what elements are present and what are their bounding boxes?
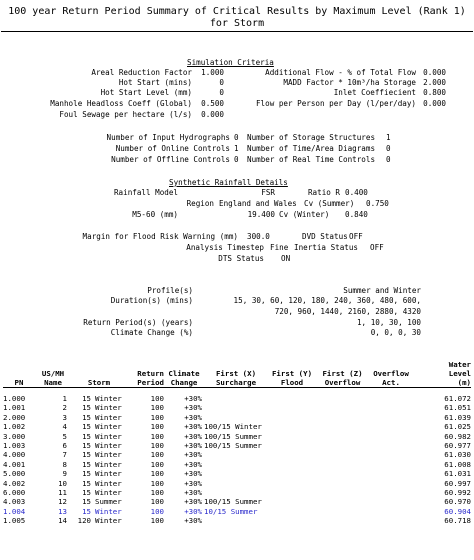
count-value: 0 <box>386 155 391 164</box>
row-storm-duration: 15 <box>82 469 91 479</box>
row-climate-change: +30% <box>184 422 202 432</box>
row-climate-change: +30% <box>184 488 202 498</box>
row-water-level: 61.072 <box>444 394 471 403</box>
row-first-overflow <box>316 441 369 450</box>
row-first-surcharge <box>204 413 268 422</box>
row-climate-change: +30% <box>184 469 202 479</box>
col-usmh-1: US/MH <box>41 369 65 378</box>
table-row <box>3 488 471 497</box>
row-first-surcharge <box>204 479 268 488</box>
rainfall-model-label: Rainfall Model <box>113 188 178 197</box>
return-period-value: 1, 10, 30, 100 <box>356 318 421 327</box>
row-first-surcharge: 100/15 Summer <box>204 431 262 441</box>
col-overflow-2: Overflow <box>324 378 361 387</box>
duration-label: Duration(s) (mins) <box>110 296 193 305</box>
count-value: 0 <box>234 155 239 164</box>
table-row <box>3 507 471 516</box>
dts-value: ON <box>281 254 291 263</box>
count-label: Number of Real Time Controls <box>247 155 376 164</box>
row-first-surcharge <box>204 450 268 459</box>
row-overflow-act <box>369 450 413 459</box>
profile-label: Profile(s) <box>147 286 193 295</box>
row-water-level: 60.992 <box>444 488 471 498</box>
row-return-period: 100 <box>150 516 164 526</box>
row-usmh: 6 <box>62 441 67 451</box>
row-usmh: 8 <box>62 459 67 469</box>
row-storm-season: Winter <box>95 441 122 451</box>
row-first-flood <box>268 460 316 469</box>
row-usmh: 4 <box>62 422 67 432</box>
row-climate-change: +30% <box>184 459 202 469</box>
sim-label: Hot Start (mins) <box>118 78 192 87</box>
table-row <box>3 460 471 469</box>
row-first-flood <box>268 497 316 506</box>
row-return-period: 100 <box>150 412 164 422</box>
title-divider <box>1 31 473 32</box>
row-return-period: 100 <box>150 403 164 413</box>
row-storm-duration: 120 <box>77 516 91 526</box>
row-pn: 1.002 <box>3 422 26 432</box>
row-first-overflow <box>316 413 369 422</box>
row-overflow-act <box>369 507 413 516</box>
row-first-overflow <box>316 403 369 412</box>
results-table <box>3 360 471 526</box>
table-row <box>3 516 471 525</box>
row-storm <box>71 413 127 422</box>
inertia-label: Inertia Status <box>294 243 359 252</box>
row-return-period: 100 <box>150 506 164 516</box>
row-first-overflow <box>316 479 369 488</box>
col-climate-1: Climate <box>168 369 200 378</box>
sim-value: 0 <box>219 88 224 97</box>
row-first-flood <box>268 450 316 459</box>
col-return-1: Return <box>137 369 164 378</box>
region-label: Region <box>186 199 214 208</box>
row-overflow-act <box>369 432 413 441</box>
count-value: 0 <box>234 133 239 142</box>
row-storm <box>71 488 127 497</box>
sim-label: Flow per Person per Day (l/per/day) <box>255 99 416 108</box>
row-storm <box>71 469 127 478</box>
row-water-level: 60.970 <box>444 497 471 507</box>
row-first-surcharge: 100/15 Summer <box>204 441 262 451</box>
sim-value: 0.000 <box>423 99 446 108</box>
row-overflow-act <box>369 460 413 469</box>
row-storm-season: Winter <box>95 422 122 432</box>
row-storm-duration: 15 <box>82 394 91 403</box>
row-first-overflow <box>316 488 369 497</box>
row-storm-duration: 15 <box>82 497 91 507</box>
row-first-overflow <box>316 507 369 516</box>
row-pn: 4.002 <box>3 478 26 488</box>
table-row <box>3 413 471 422</box>
row-pn: 4.003 <box>3 497 26 507</box>
region-value: England and Wales <box>219 199 297 208</box>
dvd-label: DVD Status <box>302 232 348 241</box>
row-storm-duration: 15 <box>82 459 91 469</box>
row-climate-change: +30% <box>184 497 202 507</box>
count-label: Number of Input Hydrographs <box>106 133 230 142</box>
profile-value: Summer and Winter <box>343 286 421 295</box>
row-return-period: 100 <box>150 450 164 460</box>
row-first-overflow <box>316 497 369 506</box>
row-water-level: 60.982 <box>444 431 471 441</box>
cv-winter-label: Cv (Winter) <box>279 210 330 219</box>
row-storm-duration: 15 <box>82 422 91 432</box>
row-first-surcharge: 100/15 Winter <box>204 422 262 432</box>
duration-values-1: 15, 30, 60, 120, 180, 240, 360, 480, 600, <box>233 296 421 305</box>
row-storm <box>71 403 127 412</box>
row-first-flood <box>268 432 316 441</box>
row-storm <box>71 450 127 459</box>
count-label: Number of Offline Controls <box>111 155 230 164</box>
row-pn: 1.001 <box>3 403 26 413</box>
row-climate-change: +30% <box>184 403 202 413</box>
simulation-heading: Simulation Criteria <box>187 58 274 67</box>
row-first-surcharge <box>204 488 268 497</box>
row-pn: 1.005 <box>3 516 26 526</box>
row-storm-season: Winter <box>95 488 122 498</box>
timestep-value: Fine <box>270 243 289 252</box>
return-period-label: Return Period(s) (years) <box>83 318 193 327</box>
row-first-flood <box>268 479 316 488</box>
row-storm-season: Winter <box>95 412 122 422</box>
climate-change-label: Climate Change (%) <box>110 328 193 337</box>
col-usmh-2: Name <box>44 378 62 387</box>
row-storm-season: Winter <box>95 469 122 479</box>
row-first-overflow <box>316 432 369 441</box>
row-return-period: 100 <box>150 422 164 432</box>
row-first-overflow <box>316 516 369 525</box>
row-pn: 1.000 <box>3 394 26 403</box>
col-flood-1: First (Y) <box>271 369 313 378</box>
row-storm-duration: 15 <box>82 412 91 422</box>
row-first-flood <box>268 441 316 450</box>
row-overflow-act <box>369 497 413 506</box>
col-storm: Storm <box>87 378 111 387</box>
row-climate-change: +30% <box>184 506 202 516</box>
col-surcharge-2: Surcharge <box>215 378 257 387</box>
row-usmh: 1 <box>62 394 67 403</box>
col-flood-2: Flood <box>280 378 304 387</box>
inertia-value: OFF <box>370 243 384 252</box>
row-pn: 5.000 <box>3 469 26 479</box>
col-surcharge-1: First (X) <box>215 369 257 378</box>
row-usmh: 12 <box>58 497 67 507</box>
row-storm <box>71 441 127 450</box>
dts-label: DTS Status <box>218 254 264 263</box>
count-value: 1 <box>386 133 391 142</box>
row-usmh: 9 <box>62 469 67 479</box>
count-value: 1 <box>234 144 239 153</box>
col-level-1: Water <box>448 360 471 369</box>
row-pn: 1.003 <box>3 441 26 451</box>
report-title: 100 year Return Period Summary of Critical Results by Maximum Level (Rank 1) for Storm <box>8 6 466 29</box>
results-body <box>3 394 471 526</box>
count-value: 0 <box>386 144 391 153</box>
table-row <box>3 432 471 441</box>
rainfall-heading: Synthetic Rainfall Details <box>169 178 288 187</box>
col-overflow-1: First (Z) <box>322 369 363 378</box>
margin-value: 300.0 <box>247 232 270 241</box>
row-water-level: 60.718 <box>444 516 471 526</box>
row-storm <box>71 394 127 403</box>
results-header <box>3 360 471 394</box>
col-act-2: Act. <box>382 378 400 387</box>
row-first-flood <box>268 469 316 478</box>
table-row <box>3 450 471 459</box>
row-water-level: 60.904 <box>444 506 471 516</box>
sim-value: 0.000 <box>201 110 224 119</box>
row-usmh: 5 <box>62 431 67 441</box>
row-return-period: 100 <box>150 497 164 507</box>
sim-label: MADD Factor * 10m³/ha Storage <box>283 78 416 87</box>
row-return-period: 100 <box>150 488 164 498</box>
row-storm-season: Winter <box>95 450 122 460</box>
row-storm-duration: 15 <box>82 478 91 488</box>
row-water-level: 61.025 <box>444 422 471 432</box>
row-pn: 3.000 <box>3 431 26 441</box>
row-usmh: 11 <box>58 488 67 498</box>
row-storm-season: Winter <box>95 506 122 516</box>
cv-winter-value: 0.840 <box>345 210 368 219</box>
col-level-3: (m) <box>457 378 471 387</box>
m5-60-value: 19.400 <box>247 210 275 219</box>
col-act-1: Overflow <box>373 369 409 378</box>
row-overflow-act <box>369 422 413 431</box>
row-storm-season: Summer <box>95 497 122 507</box>
row-return-period: 100 <box>150 441 164 451</box>
col-climate-2: Change <box>170 378 198 387</box>
sim-label: Manhole Headloss Coeff (Global) <box>50 99 192 108</box>
table-row <box>3 479 471 488</box>
row-overflow-act <box>369 479 413 488</box>
row-first-overflow <box>316 422 369 431</box>
row-water-level: 61.051 <box>444 403 471 413</box>
row-climate-change: +30% <box>184 431 202 441</box>
row-storm-duration: 15 <box>82 488 91 498</box>
row-overflow-act <box>369 394 413 403</box>
row-first-flood <box>268 394 316 403</box>
row-first-surcharge <box>204 516 268 525</box>
row-return-period: 100 <box>150 394 164 403</box>
row-return-period: 100 <box>150 459 164 469</box>
row-overflow-act <box>369 403 413 412</box>
row-pn: 1.004 <box>3 506 26 516</box>
sim-label: Areal Reduction Factor <box>91 68 192 77</box>
row-water-level: 60.997 <box>444 478 471 488</box>
sim-label: Foul Sewage per hectare (l/s) <box>59 110 192 119</box>
sim-value: 0 <box>219 78 224 87</box>
sim-value: 0.500 <box>201 99 224 108</box>
row-overflow-act <box>369 413 413 422</box>
row-pn: 4.001 <box>3 459 26 469</box>
row-return-period: 100 <box>150 478 164 488</box>
row-storm <box>71 516 127 525</box>
row-climate-change: +30% <box>184 516 202 526</box>
row-storm-season: Winter <box>95 403 122 413</box>
row-climate-change: +30% <box>184 394 202 403</box>
climate-change-value: 0, 0, 0, 30 <box>370 328 421 337</box>
timestep-label: Analysis Timestep <box>186 243 264 252</box>
row-storm <box>71 479 127 488</box>
row-water-level: 61.008 <box>444 459 471 469</box>
row-first-flood <box>268 507 316 516</box>
duration-values-2: 720, 960, 1440, 2160, 2880, 4320 <box>274 307 421 316</box>
row-overflow-act <box>369 469 413 478</box>
row-storm-season: Winter <box>95 431 122 441</box>
row-first-surcharge: 100/15 Summer <box>204 497 262 507</box>
row-storm <box>71 507 127 516</box>
row-storm <box>71 460 127 469</box>
sim-value: 1.000 <box>201 68 224 77</box>
row-usmh: 2 <box>62 403 67 413</box>
row-overflow-act <box>369 516 413 525</box>
table-row <box>3 441 471 450</box>
row-first-overflow <box>316 460 369 469</box>
col-pn: PN <box>14 378 24 387</box>
row-first-surcharge <box>204 403 268 412</box>
row-usmh: 10 <box>58 478 67 488</box>
row-water-level: 61.030 <box>444 450 471 460</box>
row-climate-change: +30% <box>184 412 202 422</box>
row-water-level: 61.031 <box>444 469 471 479</box>
row-climate-change: +30% <box>184 441 202 451</box>
row-pn: 2.000 <box>3 412 26 422</box>
sim-value: 0.800 <box>423 88 446 97</box>
row-pn: 6.000 <box>3 488 26 498</box>
row-water-level: 61.039 <box>444 412 471 422</box>
row-first-surcharge: 10/15 Summer <box>204 506 258 516</box>
row-storm-season: Winter <box>95 478 122 488</box>
row-storm-duration: 15 <box>82 431 91 441</box>
cv-summer-label: Cv (Summer) <box>304 199 355 208</box>
margin-label: Margin for Flood Risk Warning (mm) <box>82 232 238 241</box>
sim-value: 2.000 <box>423 78 446 87</box>
cv-summer-value: 0.750 <box>366 199 389 208</box>
row-storm <box>71 497 127 506</box>
row-first-flood <box>268 422 316 431</box>
table-row <box>3 469 471 478</box>
m5-60-label: M5-60 (mm) <box>132 210 178 219</box>
row-first-surcharge <box>204 460 268 469</box>
sim-label: Additional Flow - % of Total Flow <box>265 68 416 77</box>
sim-label: Inlet Coeffiecient <box>333 88 416 97</box>
row-first-flood <box>268 413 316 422</box>
row-storm-duration: 15 <box>82 403 91 413</box>
rainfall-model-value: FSR <box>261 188 275 197</box>
row-storm <box>71 422 127 431</box>
row-first-overflow <box>316 394 369 403</box>
sim-label: Hot Start Level (mm) <box>100 88 192 97</box>
row-overflow-act <box>369 441 413 450</box>
row-storm-duration: 15 <box>82 441 91 451</box>
count-label: Number of Online Controls <box>115 144 230 153</box>
row-usmh: 13 <box>58 506 67 516</box>
row-pn: 4.000 <box>3 450 26 460</box>
count-label: Number of Time/Area Diagrams <box>247 144 376 153</box>
table-row <box>3 497 471 506</box>
col-level-2: Level <box>448 369 471 378</box>
row-usmh: 14 <box>58 516 67 526</box>
row-first-flood <box>268 488 316 497</box>
ratio-value: 0.400 <box>345 188 368 197</box>
row-storm <box>71 432 127 441</box>
row-first-flood <box>268 516 316 525</box>
row-first-flood <box>268 403 316 412</box>
row-storm-duration: 15 <box>82 450 91 460</box>
row-first-surcharge <box>204 469 268 478</box>
table-row <box>3 422 471 431</box>
sim-value: 0.000 <box>423 68 446 77</box>
count-label: Number of Storage Structures <box>247 133 376 142</box>
row-climate-change: +30% <box>184 478 202 488</box>
row-storm-duration: 15 <box>82 506 91 516</box>
row-climate-change: +30% <box>184 450 202 460</box>
row-storm-season: Winter <box>95 516 122 526</box>
row-storm-season: Winter <box>95 394 122 403</box>
row-storm-season: Winter <box>95 459 122 469</box>
ratio-label: Ratio R <box>307 188 340 197</box>
row-return-period: 100 <box>150 469 164 479</box>
table-row <box>3 394 471 403</box>
dvd-value: OFF <box>349 232 363 241</box>
row-first-overflow <box>316 469 369 478</box>
row-return-period: 100 <box>150 431 164 441</box>
row-usmh: 3 <box>62 412 67 422</box>
row-water-level: 60.977 <box>444 441 471 451</box>
row-first-surcharge <box>204 394 268 403</box>
table-row <box>3 403 471 412</box>
row-first-overflow <box>316 450 369 459</box>
row-overflow-act <box>369 488 413 497</box>
col-return-2: Period <box>137 378 164 387</box>
row-usmh: 7 <box>62 450 67 460</box>
